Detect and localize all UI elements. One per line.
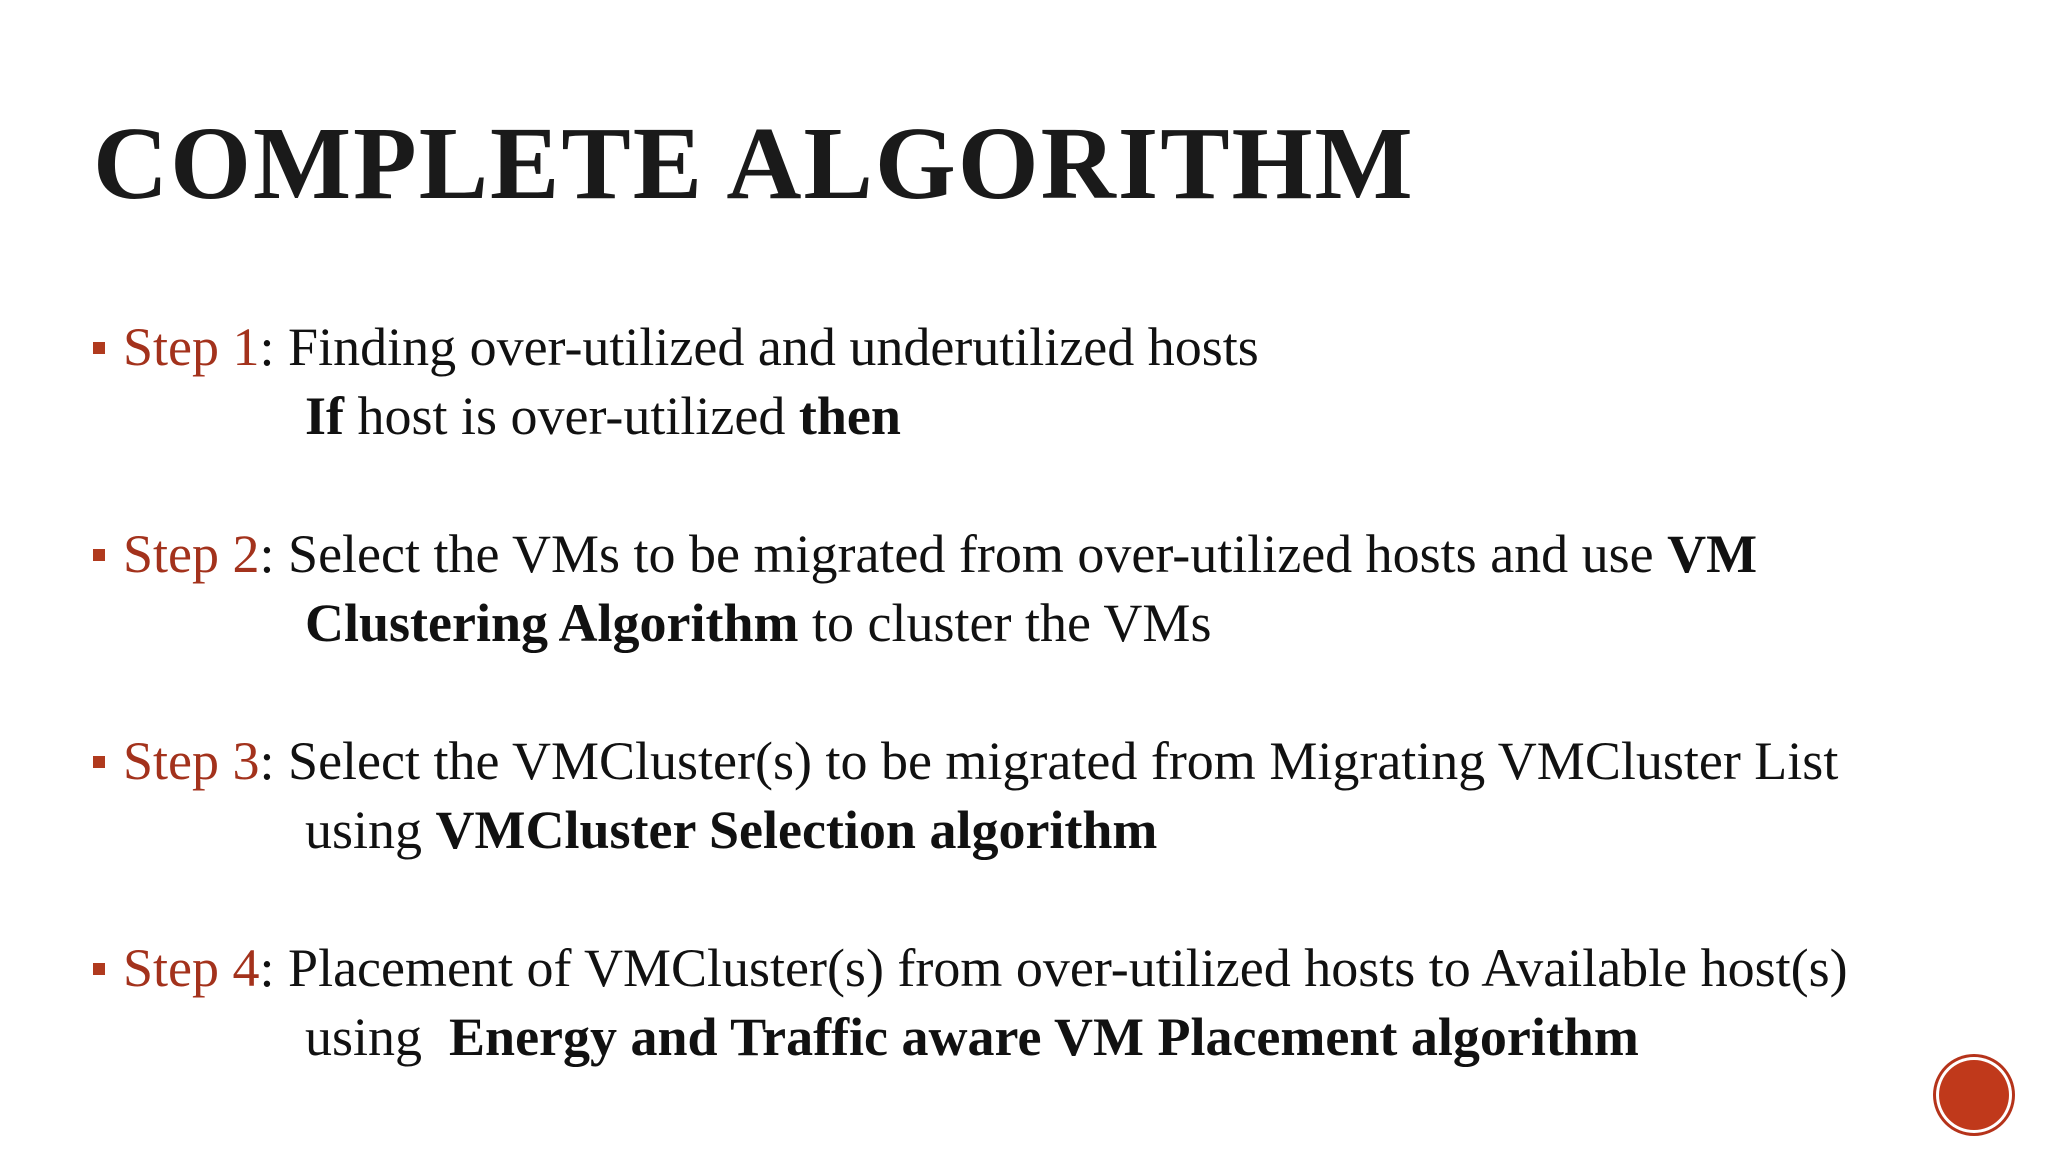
step-text: to cluster the VMs [798,593,1212,653]
step-bold-text: If [305,386,344,446]
title-word-2: ALGORITHM [726,106,1415,221]
list-item [93,520,1993,658]
step-continuation [123,1003,1993,1072]
bullet-icon [93,342,105,354]
slide-title [93,106,1415,221]
bullet-icon [93,963,105,975]
list-item [93,727,1993,865]
list-item [93,313,1993,451]
step-bold-text: then [798,386,901,446]
step-text: host is over-utilized [344,386,799,446]
step-text: using [305,1007,450,1067]
title-word-1: COMPLETE [93,106,705,221]
step-label: Step 2 [123,524,260,584]
step-bold-text: VMCluster Selection algorithm [435,800,1158,860]
step-bold-text: VM [1667,524,1758,584]
step-bold-text: Clustering Algorithm [305,593,799,653]
step-continuation [123,796,1993,865]
step-text: Finding over-utilized and underutilized hosts [288,317,1259,377]
step-text: using [305,800,436,860]
bullet-icon [93,549,105,561]
step-text: Select the VMCluster(s) to be migrated from Migrating VMCluster List [288,731,1839,791]
step-label: Step 3 [123,731,260,791]
step-separator: : [259,938,289,998]
step-continuation [123,589,1993,658]
slide-badge-icon [1939,1060,2009,1130]
step-separator: : [259,524,289,584]
steps-list [93,313,1993,1141]
step-separator: : [259,731,289,791]
step-label: Step 1 [123,317,260,377]
step-label: Step 4 [123,938,260,998]
step-text: Select the VMs to be migrated from over-utilized hosts and use [288,524,1668,584]
bullet-icon [93,756,105,768]
step-text: Placement of VMCluster(s) from over-utilized hosts to Available host(s) [288,938,1848,998]
step-separator: : [259,317,289,377]
list-item [93,934,1993,1072]
step-bold-text: Energy and Traffic aware VM Placement algorithm [449,1007,1639,1067]
step-continuation [123,382,1993,451]
